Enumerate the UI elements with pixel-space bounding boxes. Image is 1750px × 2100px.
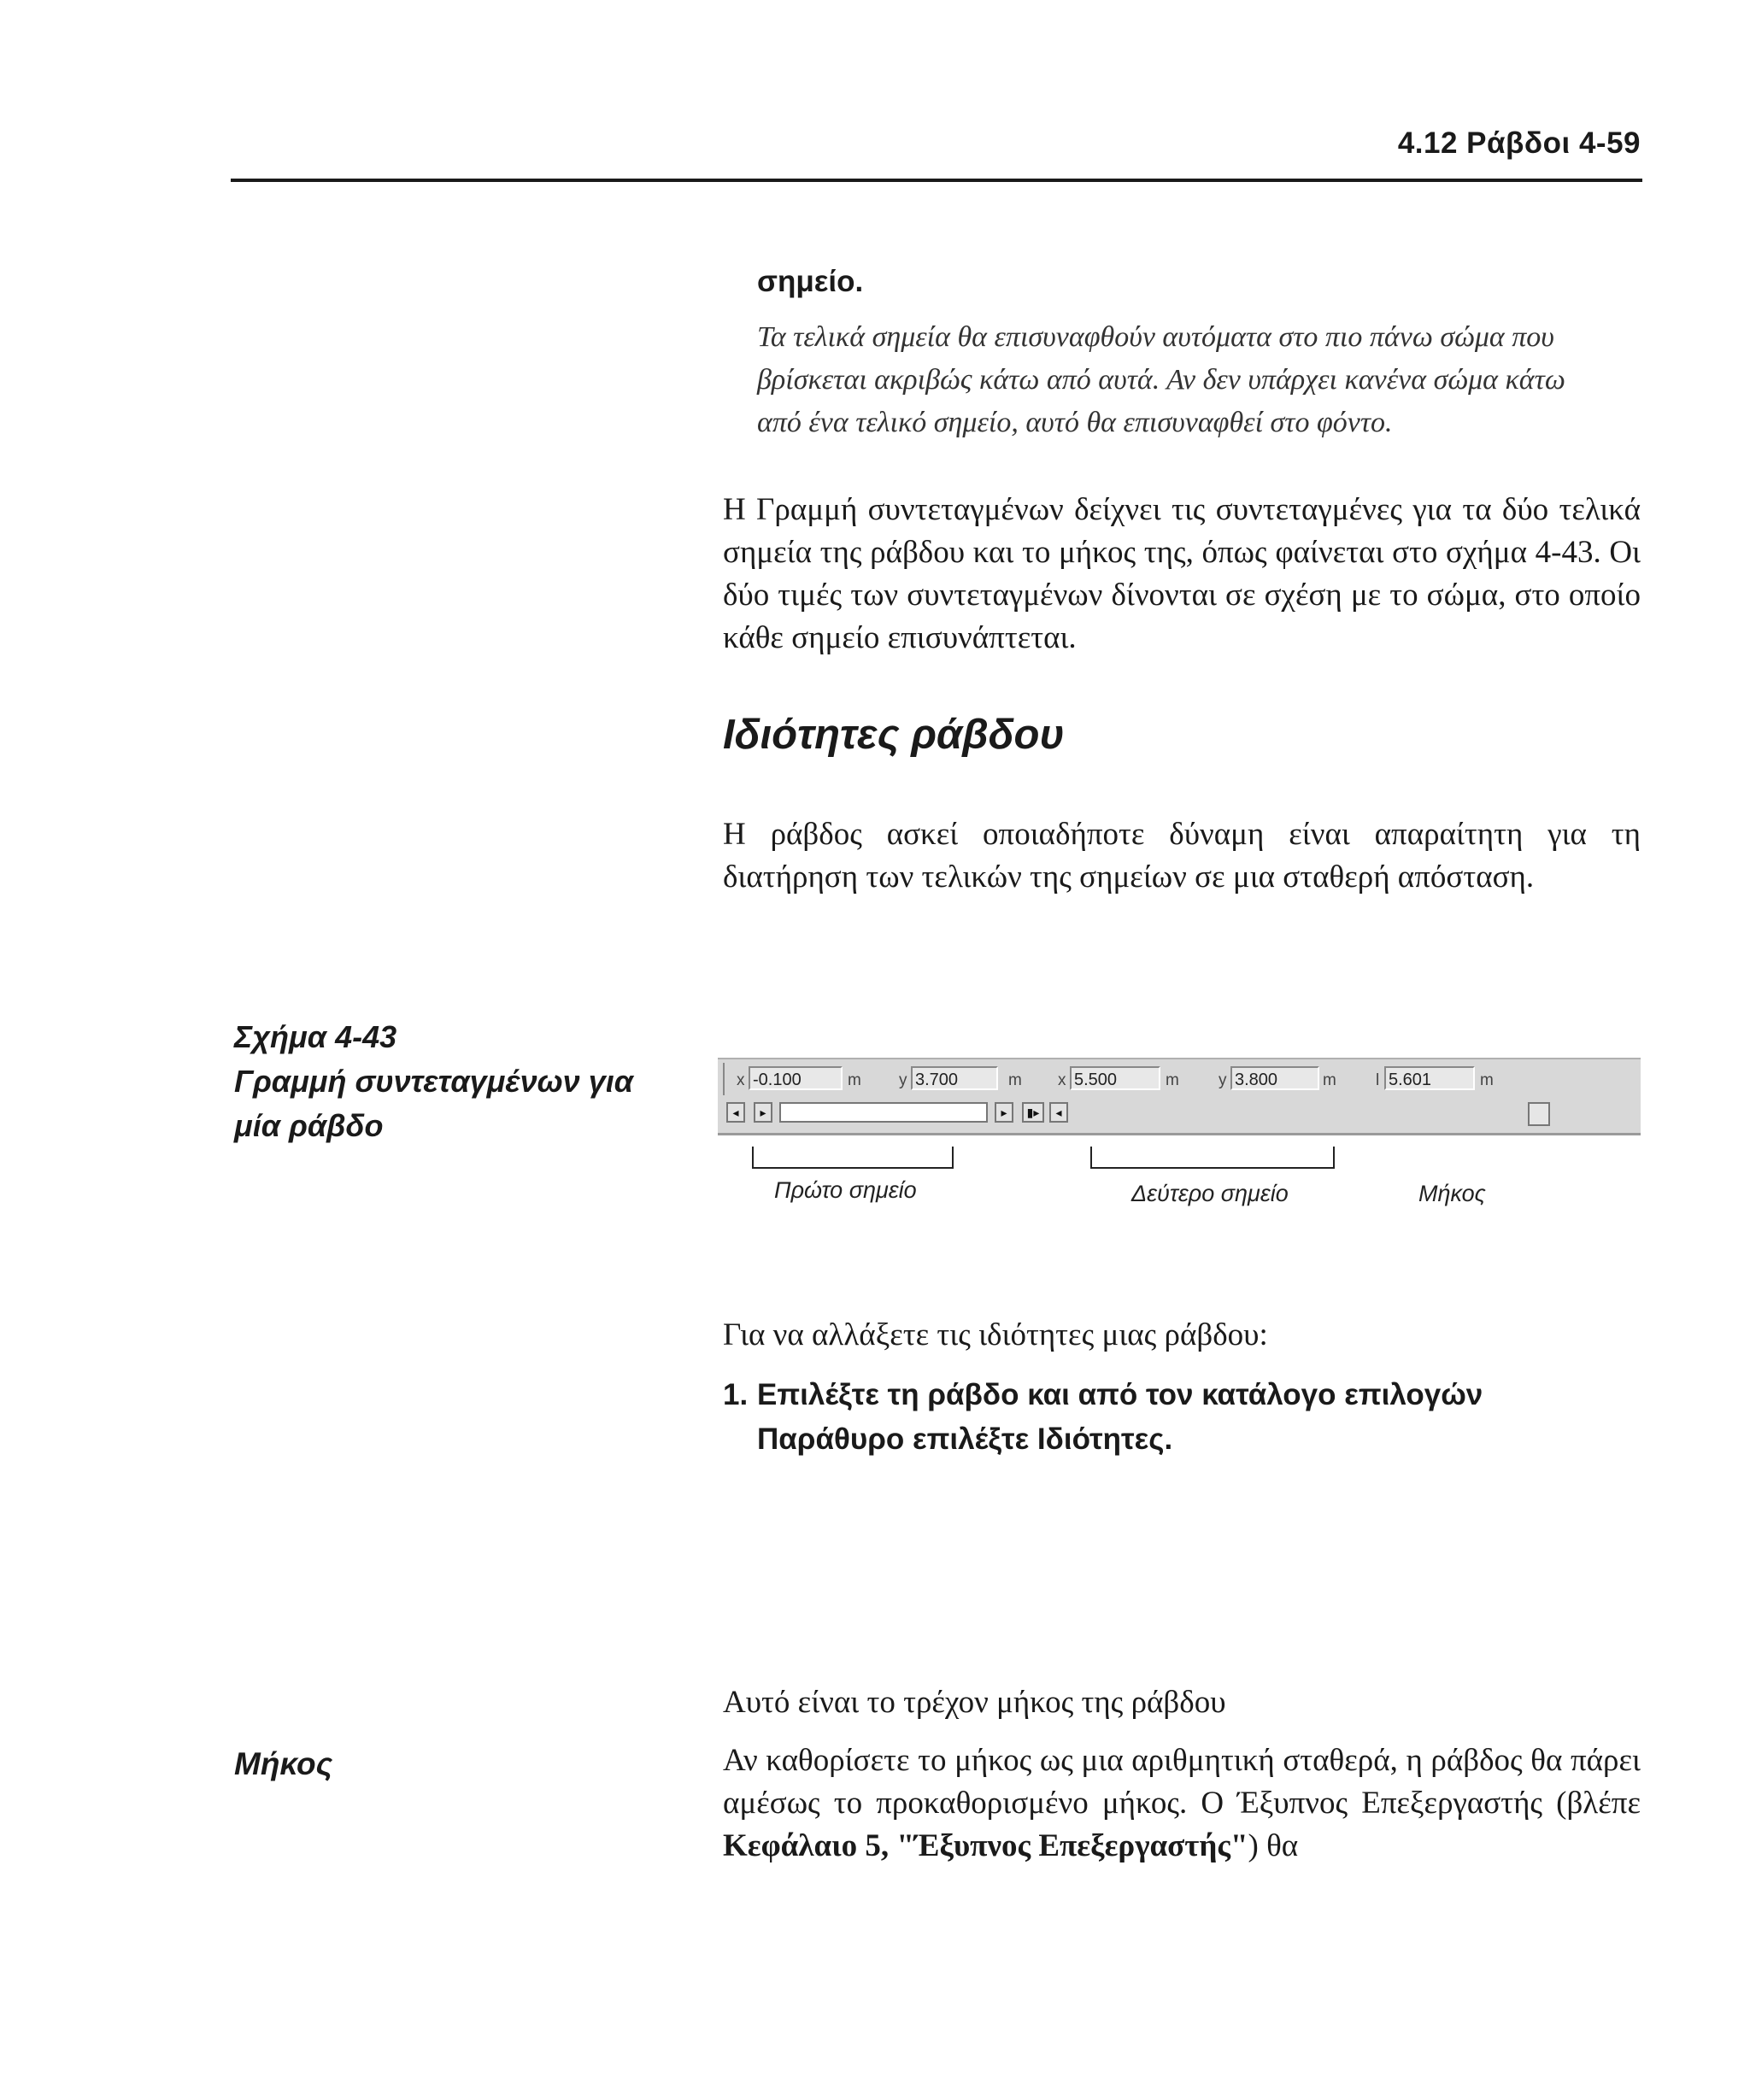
second-point-bracket (1090, 1147, 1335, 1169)
step-fragment: σημείο. (757, 265, 864, 298)
running-header: 4.12 Ράβδοι 4-59 (1397, 126, 1641, 160)
second-y-field[interactable]: 3.800 (1230, 1066, 1319, 1090)
scroll-left-icon[interactable]: ◂ (726, 1102, 745, 1123)
first-y-unit: m (1008, 1071, 1022, 1089)
length-label: l (1376, 1071, 1380, 1089)
procedure-intro: Για να αλλάξετε τις ιδιότητες μιας ράβδου: (723, 1317, 1268, 1352)
second-x-field[interactable]: 5.500 (1070, 1066, 1160, 1090)
first-y-field[interactable]: 3.700 (911, 1066, 998, 1090)
callout-first-point: Πρώτο σημείο (774, 1177, 917, 1203)
scroll-right-icon[interactable]: ▸ (754, 1102, 772, 1123)
length-intro: Αυτό είναι το τρέχον μήκος της ράβδου (723, 1685, 1226, 1720)
chapter-reference: Κεφάλαιο 5, "Έξυπνος Επεξεργαστής" (723, 1828, 1248, 1863)
length-paragraph-text: Αν καθορίσετε το μήκος ως μια αριθμητική σταθερά, η ράβδος θα πάρει αμέσως το προκαθορισμένο μήκος. Ο Έξυπνος Επεξεργαστής (βλέπε (723, 1743, 1641, 1821)
figure-title-line2: μία ράβδο (234, 1108, 384, 1143)
horizontal-scrollbar[interactable] (779, 1102, 988, 1123)
first-x-field[interactable]: -0.100 (749, 1066, 843, 1090)
step-text: Επιλέξτε τη ράβδο και από τον κατάλογο επιλογών Παράθυρο επιλέξτε Ιδιότητες. (757, 1378, 1483, 1456)
first-point-bracket (752, 1147, 954, 1169)
figure-number: Σχήμα 4-43 (234, 1019, 397, 1054)
header-rule (231, 179, 1642, 182)
length-paragraph (723, 1739, 1641, 1868)
length-field[interactable]: 5.601 (1384, 1066, 1475, 1090)
step-forward-icon[interactable]: ▮▸ (1022, 1102, 1044, 1123)
section-heading: Ιδιότητες ράβδου (723, 712, 1065, 758)
note-text: Τα τελικά σημεία θα επισυναφθούν αυτόματα στο πιο πάνω σώμα που βρίσκεται ακριβώς κάτω από αυτά. Αν δεν υπάρχει κανένα σώμα κάτω από ένα τελικό σημείο, αυτό θα επισυναφθεί στο φόντο. (757, 321, 1565, 438)
callout-length: Μήκος (1418, 1181, 1486, 1206)
callout-second-point: Δεύτερο σημείο (1131, 1181, 1289, 1206)
paragraph-properties: Η ράβδος ασκεί οποιαδήποτε δύναμη είναι απαραίτητη για τη διατήρηση των τελικών της σημείων σε μια σταθερή απόσταση. (723, 817, 1641, 895)
figure-caption (234, 1015, 678, 1148)
paragraph-coordinates: Η Γραμμή συντεταγμένων δείχνει τις συντεταγμένες για τα δύο τελικά σημεία της ράβδου και το μήκος της, όπως φαίνεται στο σχήμα 4-43. Οι δύο τιμές των συντεταγμένων δίνονται σε σχέση με το σώμα, στο οποίο κάθε σημείο επισυνάπτεται. (723, 492, 1641, 655)
length-paragraph-tail: ) θα (1248, 1828, 1299, 1863)
length-unit: m (1480, 1071, 1494, 1089)
margin-term-length: Μήκος (234, 1746, 333, 1781)
step-number: 1. (723, 1378, 749, 1411)
first-x-unit: m (848, 1071, 861, 1089)
first-x-label: x (737, 1071, 745, 1089)
second-y-unit: m (1323, 1071, 1336, 1089)
coordinate-bar (718, 1058, 1641, 1135)
step-back-icon[interactable]: ◂ (1049, 1102, 1068, 1123)
slider-thumb[interactable] (1528, 1102, 1550, 1126)
figure-title-line1: Γραμμή συντεταγμένων για (234, 1064, 634, 1099)
second-x-unit: m (1166, 1071, 1179, 1089)
bar-grip (723, 1063, 725, 1095)
play-icon[interactable]: ▸ (995, 1102, 1013, 1123)
first-y-label: y (899, 1071, 907, 1089)
second-x-label: x (1058, 1071, 1066, 1089)
second-y-label: y (1219, 1071, 1227, 1089)
